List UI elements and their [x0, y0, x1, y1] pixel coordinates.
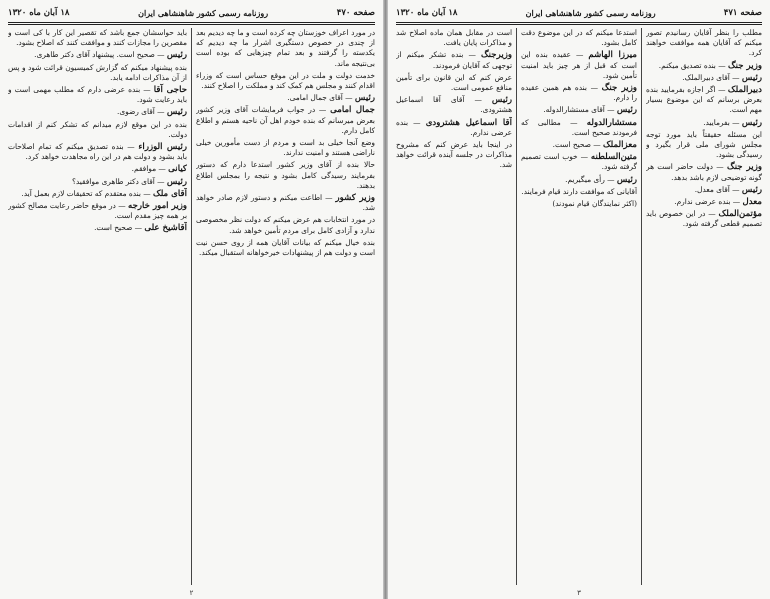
speaker-name: وزیرجنگ: [480, 50, 512, 61]
paragraph-text: بنده پیشنهاد میکنم که گزارش کمیسیون قرائت شود و پس از آن مذاکرات ادامه یابد.: [8, 62, 187, 82]
speaker-dash: —: [705, 209, 719, 219]
paragraph: [521, 199, 637, 209]
paragraph: [521, 140, 637, 150]
paragraph: [8, 120, 187, 140]
speaker-dash: —: [570, 50, 589, 60]
left-page-footer: ۳: [577, 589, 581, 597]
paragraph: [646, 61, 762, 71]
speaker-name: مؤتمن‌الملک: [718, 209, 762, 220]
left-columns: [396, 28, 762, 585]
paragraph-text: در مورد اعراف خوزستان چه کرده است و ما چه دیدیم بعد از چندی در خصوص دستگیری اشرار ما چه دیدیم که یکدسته را گرفتند و بعد تمام چیزهایی که بوده است بی‌نتیجه ماند.: [196, 28, 375, 68]
speaker-name: رئیس الوزراء: [138, 142, 187, 153]
speaker-name: رئیس: [166, 176, 187, 187]
header-rule-secondary: [8, 24, 375, 25]
speaker-dash: —: [715, 60, 728, 70]
speaker-name: مستشارالدوله: [586, 117, 637, 128]
paragraph: [8, 50, 187, 60]
paragraph-text: آقای آقا اسماعیل هشترودی.: [396, 95, 512, 115]
paragraph: [8, 177, 187, 187]
right-page-number: صفحه ۴۷۰: [336, 8, 375, 18]
paragraph: [646, 85, 762, 116]
paragraph-text: صحیح است.: [94, 223, 133, 233]
paragraph-text: (اکثر نمایندگان قیام نمودند): [552, 199, 637, 209]
paragraph-text: اگر اجازه بفرمایید بنده بعرض برسانم که این موضوع بسیار مهم است.: [646, 85, 762, 115]
paragraph: [521, 28, 637, 48]
speaker-dash: —: [140, 85, 154, 95]
paragraph-text: آقای دبیرالملک.: [682, 72, 730, 82]
paragraph-text: حالا بنده از آقای وزیر کشور استدعا دارم که دستور بفرمایند رسیدگی کامل بشود و نتیجه را بمجلس اطلاع بدهند.: [196, 160, 375, 190]
paragraph: [521, 105, 637, 115]
paragraph-text: بنده خیال میکنم که بیانات آقایان همه از روی حسن نیت است و دولت هم از پیشنهادات خیرخواهانه استقبال میکند.: [196, 237, 375, 258]
paragraph: [646, 73, 762, 83]
paragraph-text: است در مقابل همان ماده اصلاح شد و مذاکرات پایان یافت.: [396, 28, 512, 48]
speaker-dash: —: [315, 105, 331, 115]
speaker-name: معزالملک: [602, 140, 637, 151]
paragraph-text: وضع آنجا خیلی بد است و مردم از دست مأمورین خیلی ناراضی هستند و امنیت ندارند.: [196, 138, 375, 158]
speaker-name: دبیرالملک: [727, 85, 762, 96]
speaker-name: جمال امامی: [330, 105, 375, 116]
right-column-1: [196, 28, 375, 585]
speaker-name: رئیس: [166, 107, 187, 118]
paragraph-text: بنده تصدیق میکنم.: [658, 60, 716, 70]
paragraph-text: بفرمایید.: [703, 117, 730, 127]
paragraph-text: در این خصوص باید تصمیم قطعی گرفته شود.: [646, 209, 762, 229]
paragraph-text: آقای رضوی.: [117, 107, 155, 117]
speaker-name: آقاشیخ علی: [144, 223, 187, 234]
paragraph: [196, 138, 375, 158]
paragraph: [8, 201, 187, 221]
paragraph: [196, 238, 375, 258]
speaker-dash: —: [115, 201, 128, 211]
speaker-name: رئیس: [166, 50, 187, 61]
header-rule: [396, 22, 762, 23]
paragraph: [396, 140, 512, 171]
speaker-name: وزیر جنگ: [727, 162, 762, 173]
paragraph: [196, 28, 375, 69]
speaker-dash: —: [590, 140, 603, 150]
paragraph-text: بنده معتقدم که تحقیقات لازم بعمل آید.: [21, 188, 141, 198]
paragraph: [646, 130, 762, 161]
paragraph-text: رأی میگیریم.: [565, 174, 605, 184]
paragraph: [646, 28, 762, 59]
paragraph-text: اطاعت میکنم و دستور لازم صادر خواهد شد.: [196, 193, 375, 213]
left-page: [388, 0, 770, 599]
speaker-dash: —: [604, 174, 617, 184]
speaker-dash: —: [123, 142, 139, 152]
paragraph: [521, 83, 637, 103]
right-page: [0, 0, 383, 599]
speaker-dash: —: [140, 188, 154, 198]
speaker-dash: —: [156, 164, 169, 174]
paragraph: [521, 152, 637, 172]
header-rule-secondary: [396, 24, 762, 25]
paragraph-text: در مورد انتخابات هم عرض میکنم که دولت نظر مخصوصی ندارد و آزادی کامل برای مردم تأمین خواهد شد.: [196, 215, 375, 235]
paragraph: [8, 107, 187, 117]
column-divider: [516, 28, 517, 585]
paragraph-text: آقای معدل.: [694, 184, 730, 194]
speaker-name: متین‌السلطنه: [590, 152, 637, 163]
paragraph-text: دولت حاضر است هر گونه توضیحی لازم باشد بدهد.: [646, 162, 762, 182]
speaker-name: رئیس: [354, 93, 375, 104]
paragraph-text: در جواب فرمایشات آقای وزیر کشور بعرض میرسانم که بنده خودم اهل آن ناحیه هستم و اطلاع کامل دارم.: [196, 105, 375, 135]
speaker-name: کیانی: [168, 164, 187, 175]
paragraph-text: موافقم.: [131, 164, 157, 174]
paragraph-text: آقای دکتر طاهری موافقید؟: [71, 176, 155, 186]
right-page-header: [8, 6, 375, 20]
paragraph-text: در موقع حاضر رعایت مصالح کشور بر همه چیز مقدم است.: [8, 201, 187, 221]
header-rule: [8, 22, 375, 23]
paragraph: [196, 71, 375, 91]
paragraph: [196, 105, 375, 136]
paragraph-text: بنده تصدیق میکنم که تمام اصلاحات باید بشود و دولت هم در این راه مجاهدت خواهد کرد.: [8, 142, 187, 162]
paragraph-text: بنده هم همین عقیده را دارم.: [521, 83, 637, 103]
paragraph: [396, 95, 512, 115]
paragraph-text: آقای مستشارالدوله.: [543, 105, 605, 115]
column-divider: [641, 28, 642, 585]
right-page-footer: ۲: [189, 589, 194, 597]
left-column-3: [396, 28, 512, 585]
paragraph: [8, 28, 187, 48]
paragraph: [646, 162, 762, 182]
speaker-dash: —: [154, 107, 167, 117]
paragraph: [396, 50, 512, 70]
paragraph-text: مطالبی که فرمودند صحیح است.: [521, 117, 637, 137]
paragraph: [8, 142, 187, 162]
speaker-name: آقای ملک: [153, 188, 187, 199]
speaker-dash: —: [408, 117, 426, 127]
speaker-name: رئیس: [616, 174, 637, 185]
speaker-dash: —: [586, 83, 602, 93]
right-journal-title: روزنامه رسمی کشور شاهنشاهی ایران: [138, 8, 269, 18]
paragraph-text: بنده در این موقع لازم میدانم که تشکر کنم از اقدامات دولت.: [8, 119, 187, 139]
paragraph: [196, 93, 375, 103]
speaker-dash: —: [712, 162, 727, 172]
paragraph-text: خدمت دولت و ملت در این موقع حساس است که وزراء اقدام کنند و مجلس هم کمک کند و مملکت را اصلاح کنند.: [196, 70, 375, 91]
speaker-name: حاجی آقا: [153, 85, 187, 96]
left-page-number: صفحه ۴۷۱: [723, 8, 762, 18]
speaker-name: وزیر امور خارجه: [127, 201, 187, 212]
speaker-name: رئیس: [616, 105, 637, 116]
paragraph-text: در اینجا باید عرض کنم که مشروح مذاکرات در جلسه آینده قرائت خواهد شد.: [396, 140, 512, 170]
paragraph-text: استدعا میکنم که در این موضوع دقت کامل بشود.: [521, 28, 637, 48]
speaker-dash: —: [729, 117, 742, 127]
paragraph-text: خوب است تصمیم گرفته شود.: [521, 152, 637, 172]
paragraph: [196, 193, 375, 213]
paragraph: [8, 223, 187, 233]
paragraph-text: عقیده بنده این است که قبل از هر چیز باید امنیت تأمین شود.: [521, 50, 637, 80]
speaker-dash: —: [604, 105, 617, 115]
paragraph: [196, 160, 375, 191]
paragraph: [396, 118, 512, 138]
paragraph-text: بنده عرضی دارم که مطلب مهمی است و باید رعایت شود.: [8, 85, 187, 105]
left-page-header: [396, 6, 762, 20]
paragraph-text: آقای جمال امامی.: [287, 93, 343, 103]
speaker-name: وزیر جنگ: [601, 83, 637, 94]
column-divider: [191, 28, 192, 585]
left-column-1: [646, 28, 762, 585]
paragraph: [396, 28, 512, 48]
left-page-date: ۱۸ آبان ماه ۱۳۲۰: [396, 8, 458, 18]
speaker-dash: —: [729, 72, 742, 82]
left-column-2: [521, 28, 637, 585]
right-column-2: [8, 28, 187, 585]
speaker-dash: —: [577, 152, 591, 162]
paragraph: [646, 197, 762, 207]
paragraph: [521, 118, 637, 138]
speaker-dash: —: [154, 176, 167, 186]
speaker-name: معدل: [742, 197, 762, 208]
speaker-dash: —: [463, 50, 481, 60]
paragraph: [646, 118, 762, 128]
paragraph-text: صحیح است. پیشنهاد آقای دکتر طاهری.: [34, 50, 155, 60]
paragraph: [521, 175, 637, 185]
paragraph: [8, 164, 187, 174]
paragraph-text: بنده عرضی ندارم.: [674, 197, 731, 207]
paragraph-text: این مسئله حقیقتاً باید مورد توجه مجلس شورای ملی قرار بگیرد و رسیدگی بشود.: [646, 129, 762, 160]
paragraph: [8, 63, 187, 83]
right-columns: [8, 28, 375, 585]
speaker-name: رئیس: [491, 95, 512, 106]
speaker-dash: —: [715, 85, 728, 95]
speaker-name: رئیس: [741, 72, 762, 83]
speaker-name: وزیر جنگ: [727, 60, 762, 71]
paragraph-text: عرض کنم که این قانون برای تأمین منافع عمومی است.: [396, 72, 512, 93]
speaker-name: رئیس: [741, 117, 762, 128]
paragraph-text: بنده عرضی ندارم.: [396, 117, 512, 137]
paragraph-text: مطلب را بنظر آقایان رسانیدم تصور میکنم که آقایان همه موافقت خواهند کرد.: [646, 28, 762, 58]
speaker-dash: —: [154, 50, 167, 60]
speaker-dash: —: [464, 95, 492, 105]
left-journal-title: روزنامه رسمی کشور شاهنشاهی ایران: [525, 8, 656, 18]
paragraph-text: باید حواسشان جمع باشد که تقصیر این کار با کی است و مقصرین را مجازات کنند و موافقت کنند که اصلاح بشود.: [8, 28, 187, 48]
speaker-dash: —: [730, 197, 743, 207]
paragraph: [196, 215, 375, 235]
paragraph-text: بنده تشکر میکنم از توجهی که آقایان فرمودند.: [396, 50, 512, 70]
paragraph: [8, 85, 187, 105]
paragraph: [646, 209, 762, 229]
paragraph: [646, 185, 762, 195]
speaker-dash: —: [322, 193, 336, 203]
speaker-name: آقا اسماعیل هشترودی: [425, 117, 512, 128]
speaker-name: رئیس: [741, 184, 762, 195]
paragraph: [521, 50, 637, 81]
paragraph: [521, 187, 637, 197]
speaker-dash: —: [560, 117, 587, 127]
speaker-dash: —: [729, 184, 742, 194]
speaker-name: میرزا الهاشم: [588, 50, 637, 61]
paragraph-text: صحیح است.: [552, 140, 591, 150]
right-page-date: ۱۸ آبان ماه ۱۳۲۰: [8, 8, 70, 18]
speaker-dash: —: [132, 223, 145, 233]
speaker-name: وزیر کشور: [335, 193, 375, 204]
paragraph-text: آقایانی که موافقت دارند قیام فرمایند.: [521, 186, 637, 196]
paragraph: [396, 73, 512, 93]
speaker-dash: —: [342, 93, 355, 103]
paragraph: [8, 189, 187, 199]
